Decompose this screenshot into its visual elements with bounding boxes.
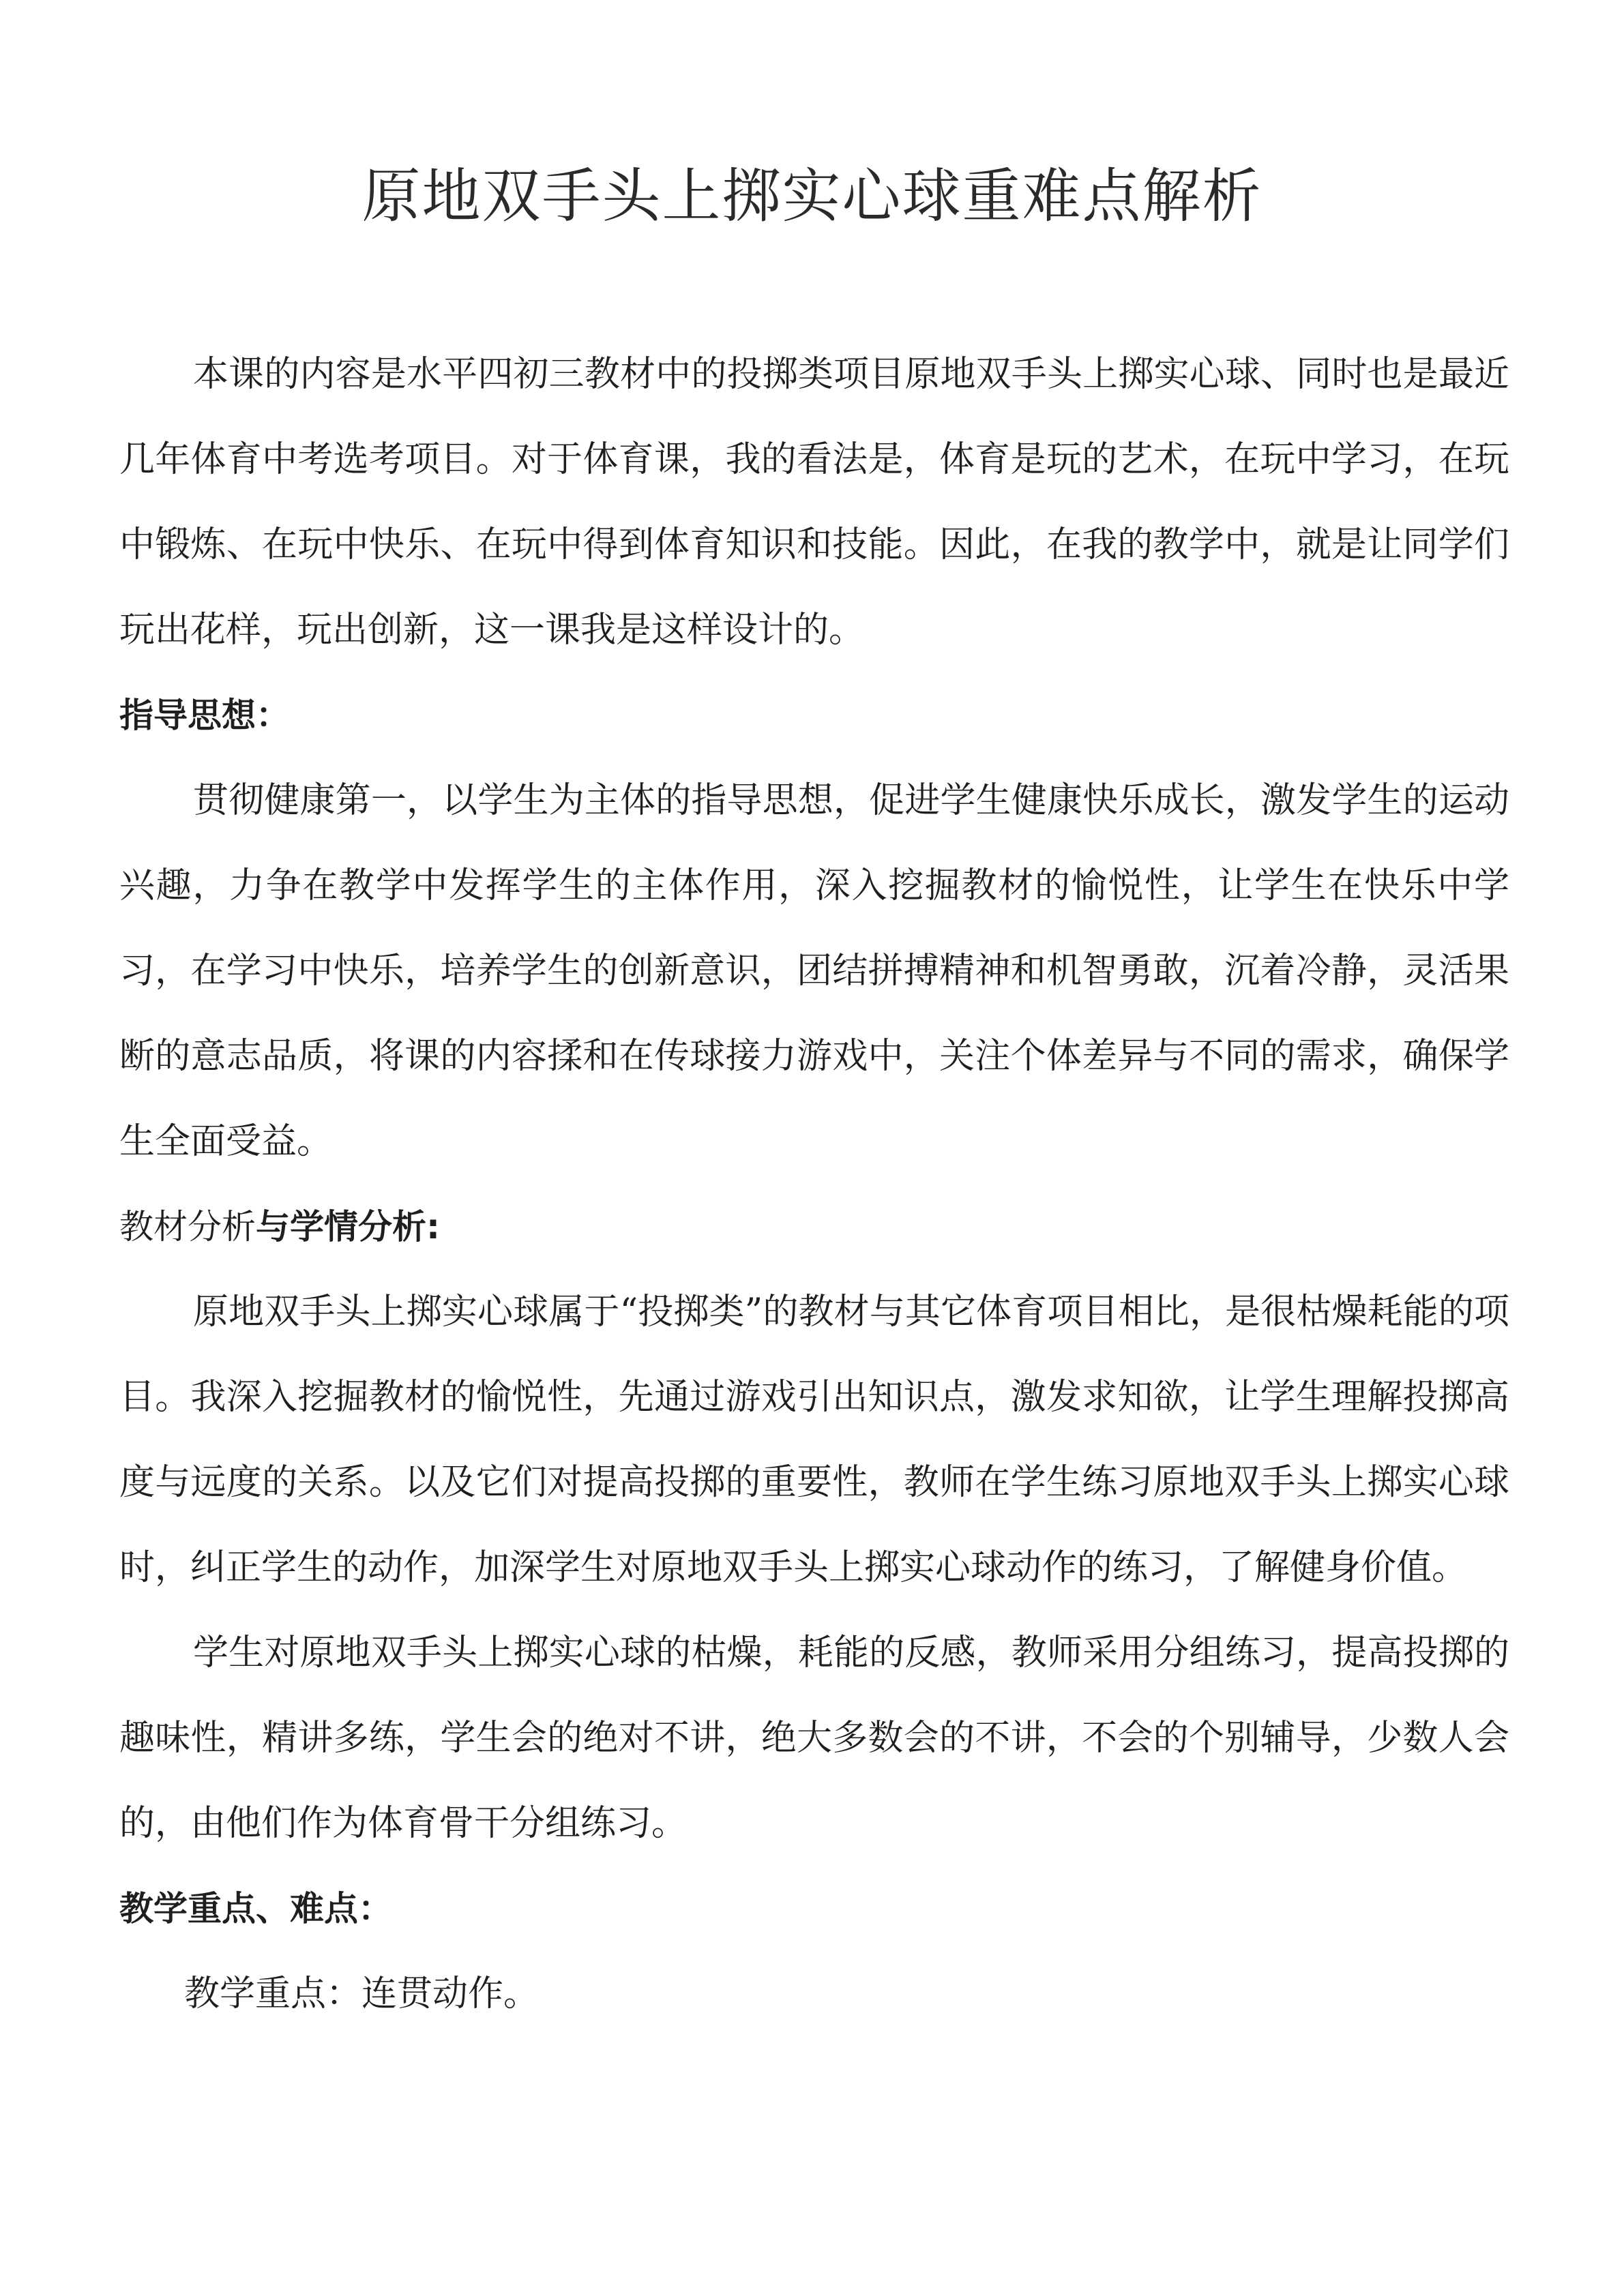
analysis-heading [119, 1184, 1509, 1270]
analysis-paragraph-2: 学生对原地双手头上掷实心球的枯燥，耗能的反感，教师采用分组练习，提高投掷的趣味性，精讲多练，学生会的绝对不讲，绝大多数会的不讲，不会的个别辅导，少数人会的，由他们作为体育骨干分组练习。 [119, 1632, 1509, 1844]
intro-paragraph: 本课的内容是水平四初三教材中的投掷类项目原地双手头上掷实心球、同时也是最近几年体育中考选考项目。对于体育课，我的看法是，体育是玩的艺术，在玩中学习，在玩中锻炼、在玩中快乐、在玩中得到体育知识和技能。因此，在我的教学中，就是让同学们玩出花样，玩出创新，这一课我是这样设计的。 [119, 354, 1509, 651]
document-title: 原地双手头上掷实心球重难点解析 [361, 162, 1263, 230]
guiding-paragraph: 贯彻健康第一，以学生为主体的指导思想，促进学生健康快乐成长，激发学生的运动兴趣，力争在教学中发挥学生的主体作用，深入挖掘教材的愉悦性，让学生在快乐中学习，在学习中快乐，培养学生的创新意识，团结拼搏精神和机智勇敢，沉着冷静，灵活果断的意志品质，将课的内容揉和在传球接力游戏中，关注个体差异与不同的需求，确保学生全面受益。 [119, 780, 1509, 1162]
teaching-focus-line: 教学重点：连贯动作。 [184, 1973, 540, 2014]
key-points-heading: 教学重点、难点： [119, 1889, 392, 1928]
document-body [119, 332, 1509, 2037]
analysis-heading-part2: 与学情分析: [256, 1207, 440, 1247]
guiding-heading: 指导思想： [119, 696, 290, 735]
analysis-paragraph-1: 原地双手头上掷实心球属于“投掷类”的教材与其它体育项目相比，是很枯燥耗能的项目。我深入挖掘教材的愉悦性，先通过游戏引出知识点，激发求知欲，让学生理解投掷高度与远度的关系。以及它们对提高投掷的重要性，教师在学生练习原地双手头上掷实心球时，纠正学生的动作，加深学生对原地双手头上掷实心球动作的练习，了解健身价值。 [119, 1292, 1509, 1588]
analysis-heading-part1: 教材分析 [119, 1207, 256, 1247]
